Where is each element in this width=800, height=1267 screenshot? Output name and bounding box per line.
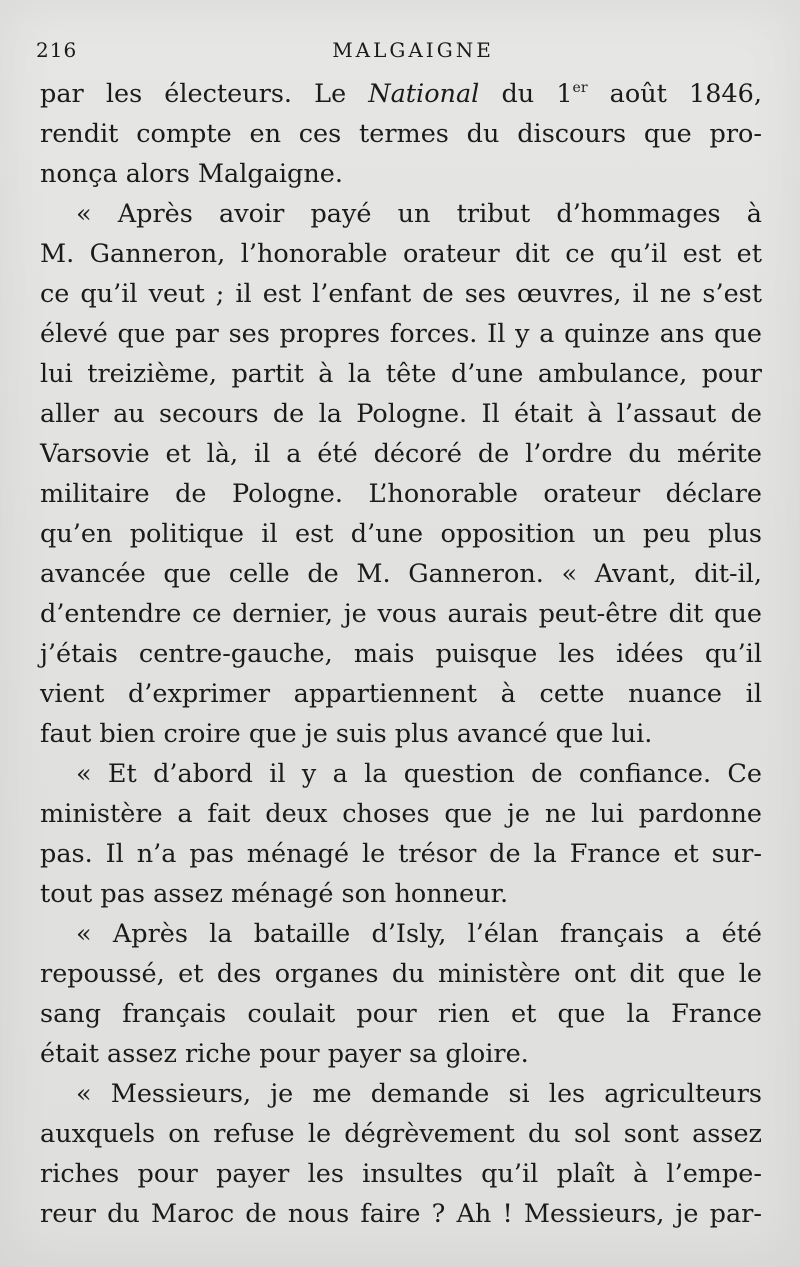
text-line: qu’en politique il est d’une opposition un peu plus — [40, 519, 762, 549]
text-line: vient d’exprimer appartiennent à cette nuance il — [40, 679, 762, 709]
text-line: riches pour payer les insultes qu’il plaît à l’empe- — [40, 1159, 762, 1189]
text-line: rendit compte en ces termes du discours que pro- — [40, 119, 762, 149]
page-number: 216 — [36, 38, 78, 62]
text-line — [40, 74, 762, 114]
text-line: « Messieurs, je me demande si les agriculteurs — [76, 1079, 762, 1109]
text-line: « Après la bataille d’Isly, l’élan français a été — [76, 919, 762, 949]
ordinal-superscript: er — [572, 80, 588, 96]
text-line: ministère a fait deux choses que je ne lui pardonne — [40, 799, 762, 829]
text-line: nonça alors Malgaigne. — [40, 159, 343, 189]
text-line: pas. Il n’a pas ménagé le trésor de la France et sur- — [40, 839, 762, 869]
text-line: j’étais centre-gauche, mais puisque les idées qu’il — [40, 639, 762, 669]
text-line: militaire de Pologne. L’honorable orateur déclare — [40, 479, 762, 509]
text-line: lui treizième, partit à la tête d’une ambulance, pour — [40, 359, 762, 389]
text-line: sang français coulait pour rien et que la France — [40, 999, 762, 1029]
text-line: auxquels on refuse le dégrèvement du sol sont assez — [40, 1119, 762, 1149]
text-line: « Et d’abord il y a la question de confiance. Ce — [76, 759, 762, 789]
text-line: Varsovie et là, il a été décoré de l’ordre du mérite — [40, 439, 762, 469]
text-line: M. Ganneron, l’honorable orateur dit ce qu’il est et — [40, 239, 762, 269]
text-line: avancée que celle de M. Ganneron. « Avant, dit-il, — [40, 559, 762, 589]
text-line: était assez riche pour payer sa gloire. — [40, 1039, 529, 1069]
text-line: élevé que par ses propres forces. Il y a quinze ans que — [40, 319, 762, 349]
text-line: faut bien croire que je suis plus avancé que lui. — [40, 719, 653, 749]
body-text — [40, 74, 762, 1234]
text-segment: août 1846, — [587, 79, 762, 109]
text-line: ce qu’il veut ; il est l’enfant de ses œuvres, il ne s’est — [40, 279, 762, 309]
text-line: aller au secours de la Pologne. Il était à l’assaut de — [40, 399, 762, 429]
text-line: d’entendre ce dernier, je vous aurais peut-être dit que — [40, 599, 762, 629]
text-segment: du 1 — [479, 79, 573, 109]
text-line: repoussé, et des organes du ministère ont dit que le — [40, 959, 762, 989]
text-line: reur du Maroc de nous faire ? Ah ! Messieurs, je par- — [40, 1199, 762, 1229]
text-line: tout pas assez ménagé son honneur. — [40, 879, 509, 909]
text-line: « Après avoir payé un tribut d’hommages à — [76, 199, 762, 229]
page-header — [36, 38, 760, 64]
text-segment: par les électeurs. Le — [40, 79, 369, 109]
newspaper-title: National — [368, 79, 480, 109]
running-head: MALGAIGNE — [332, 38, 494, 62]
